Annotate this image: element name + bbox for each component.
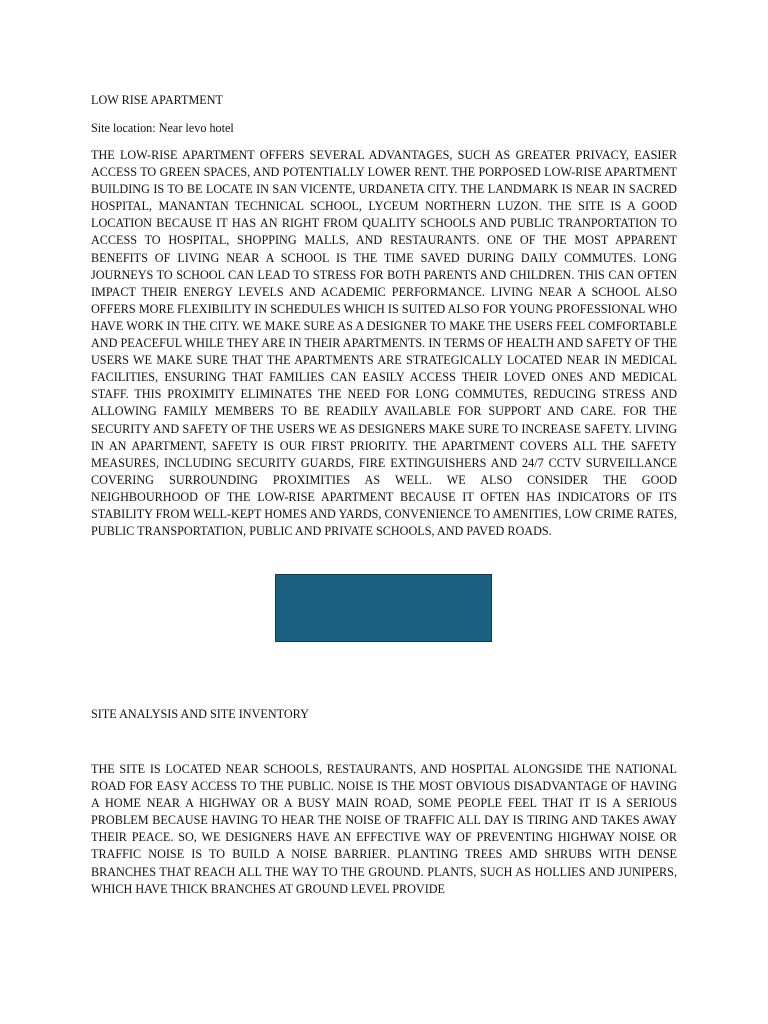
document-title: LOW RISE APARTMENT [91,93,223,107]
intro-paragraph: THE LOW-RISE APARTMENT OFFERS SEVERAL ADVANTAGES, SUCH AS GREATER PRIVACY, EASIER ACCESS TO GREEN SPACES, AND POTENTIALLY LOWER RENT. THE PORPOSED LOW-RISE APARTMENT BUILDING IS TO BE LOCATE IN SAN VICENTE, URDANETA CITY. THE LANDMARK IS NEAR IN SACRED HOSPITAL, MANANTAN TECHNICAL SCHOOL, LYCEUM NORTHERN LUZON. THE SITE IS A GOOD LOCATION BECAUSE IT HAS AN RIGHT FROM QUALITY SCHOOLS AND PUBLIC TRANPORTATION TO ACCESS TO HOSPITAL, SHOPPING MALLS, AND RESTAURANTS. ONE OF THE MOST APPARENT BENEFITS OF LIVING NEAR A SCHOOL IS THE TIME SAVED DURING DAILY COMMUTES. LONG JOURNEYS TO SCHOOL CAN LEAD TO STRESS FOR BOTH PARENTS AND CHILDREN. THIS CAN OFTEN IMPACT THEIR ENERGY LEVELS AND ACADEMIC PERFORMANCE. LIVING NEAR A SCHOOL ALSO OFFERS MORE FLEXIBILITY IN SCHEDULES WHICH IS SUITED ALSO FOR YOUNG PROFESSIONAL WHO HAVE WORK IN THE CITY. WE MAKE SURE AS A DESIGNER TO MAKE THE USERS FEEL COMFORTABLE AND PEACEFUL WHILE THEY ARE IN THEIR APARTMENTS. IN TERMS OF HEALTH AND SAFETY OF THE USERS WE MAKE SURE THAT THE APARTMENTS ARE STRATEGICALLY LOCATED NEAR IN MEDICAL FACILITIES, ENSURING THAT FAMILIES CAN EASILY ACCESS THEIR LOVED ONES AND MEDICAL STAFF. THIS PROXIMITY ELIMINATES THE NEED FOR LONG COMMUTES, REDUCING STRESS AND ALLOWING FAMILY MEMBERS TO BE READILY AVAILABLE FOR SUPPORT AND CARE. FOR THE SECURITY AND SAFETY OF THE USERS WE AS DESIGNERS MAKE SURE TO INCREASE SAFETY. LIVING IN AN APARTMENT, SAFETY IS OUR FIRST PRIORITY. THE APARTMENT COVERS ALL THE SAFETY MEASURES, INCLUDING SECURITY GUARDS, FIRE EXTINGUISHERS AND 24/7 CCTV SURVEILLANCE COVERING SURROUNDING PROXIMITIES AS WELL. WE ALSO CONSIDER THE GOOD NEIGHBOURHOOD OF THE LOW-RISE APARTMENT BECAUSE IT OFTEN HAS INDICATORS OF ITS STABILITY FROM WELL-KEPT HOMES AND YARDS, CONVENIENCE TO AMENITIES, LOW CRIME RATES, PUBLIC TRANSPORTATION, PUBLIC AND PRIVATE SCHOOLS, AND PAVED ROADS. [91,148,677,539]
site-analysis-paragraph: THE SITE IS LOCATED NEAR SCHOOLS, RESTAURANTS, AND HOSPITAL ALONGSIDE THE NATIONAL ROAD FOR EASY ACCESS TO THE PUBLIC. NOISE IS THE MOST OBVIOUS DISADVANTAGE OF HAVING A HOME NEAR A HIGHWAY OR A BUSY MAIN ROAD, SOME PEOPLE FEEL THAT IT IS A SERIOUS PROBLEM BECAUSE HAVING TO HEAR THE NOISE OF TRAFFIC ALL DAY IS TIRING AND TAKES AWAY THEIR PEACE. SO, WE DESIGNERS HAVE AN EFFECTIVE WAY OF PREVENTING HIGHWAY NOISE OR TRAFFIC NOISE IS TO BUILD A NOISE BARRIER. PLANTING TREES AMD SHRUBS WITH DENSE BRANCHES THAT REACH ALL THE WAY TO THE GROUND. PLANTS, SUCH AS HOLLIES AND JUNIPERS, WHICH HAVE THICK BRANCHES AT GROUND LEVEL PROVIDE [91,762,677,896]
site-location-line: Site location: Near levo hotel [91,121,234,135]
site-image-placeholder [275,574,492,642]
section-heading-site-analysis: SITE ANALYSIS AND SITE INVENTORY [91,707,309,721]
